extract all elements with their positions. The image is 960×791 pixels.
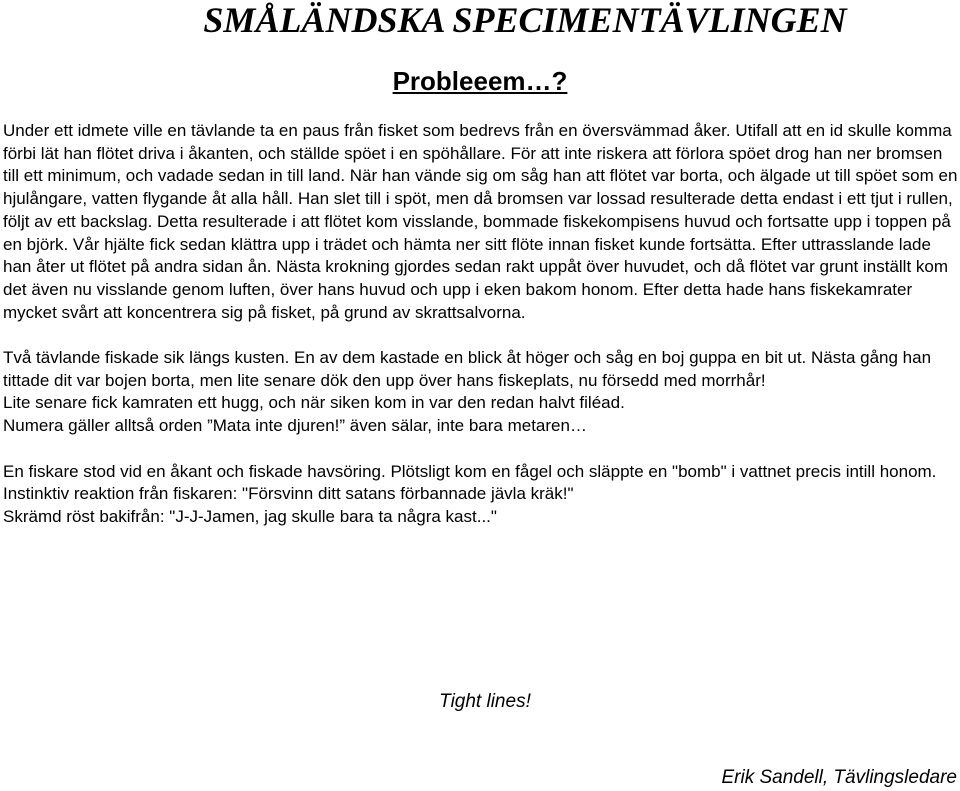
story-3-paragraph: Instinktiv reaktion från fiskaren: "Försvinn ditt satans förbannade jävla kräk!" [3,484,574,504]
story-2-paragraph: Numera gäller alltså orden ”Mata inte djuren!” även sälar, inte bara metaren… [3,416,587,436]
story-2-paragraph: Två tävlande fiskade sik längs kusten. En av dem kastade en blick åt höger och såg en boj guppa en bit ut. Nästa gång han tittade dit var bojen borta, men lite senare dök den upp över hans fiskeplats, nu försedd med morrhår! [3,348,932,390]
closing-line: Tight lines! [439,691,531,712]
document-subtitle: Probleeem…? [392,66,568,96]
story-2-paragraph: Lite senare fick kamraten ett hugg, och när siken kom in var den redan halvt filéad. [3,393,625,413]
story-3-paragraph: Skrämd röst bakifrån: "J-J-Jamen, jag skulle bara ta några kast..." [3,506,497,526]
story-3 [3,461,959,529]
story-1 [3,120,959,324]
signature: Erik Sandell, Tävlingsledare [721,767,957,788]
document-title: SMÅLÄNDSKA SPECIMENTÄVLINGEN [203,0,847,40]
story-3-paragraph: En fiskare stod vid en åkant och fiskade havsöring. Plötsligt kom en fågel och släppte en "bomb" i vattnet precis intill honom. [3,461,937,481]
story-1-paragraph: Under ett idmete ville en tävlande ta en paus från fisket som bedrevs från en översvämmad åker. Utifall att en id skulle komma förbi lät han flötet driva i åkanten, och ställde spöet i en spöhållare. För att inte riskera att förlora spöet drog han ner bromsen till ett minimum, och vadade sedan in till land. När han vände sig om såg han att flötet var borta, och älgade ut till spöet som en hjulångare, vatten flygande åt alla håll. Han slet till i spöt, men då bromsen var lossad resulterade detta endast i ett tjut i rullen, följt av ett backslag. Detta resulterade i att flötet kom visslande, bommade fiskekompisens huvud och fortsatte upp i toppen på en björk. Vår hjälte fick sedan klättra upp i trädet och hämta ner sitt flöte innan fisket kunde fortsätta. Efter uttrasslande lade han åter ut flötet på andra sidan ån. Nästa krokning gjordes sedan rakt uppåt över huvudet, och då flötet var grunt inställt kom det även nu visslande genom luften, över hans huvud och upp i eken bakom honom. Efter detta hade hans fiskekamrater mycket svårt att koncentrera sig på fisket, på grund av skrattsalvorna. [3,121,958,322]
story-2 [3,347,959,438]
document-body [3,120,959,529]
